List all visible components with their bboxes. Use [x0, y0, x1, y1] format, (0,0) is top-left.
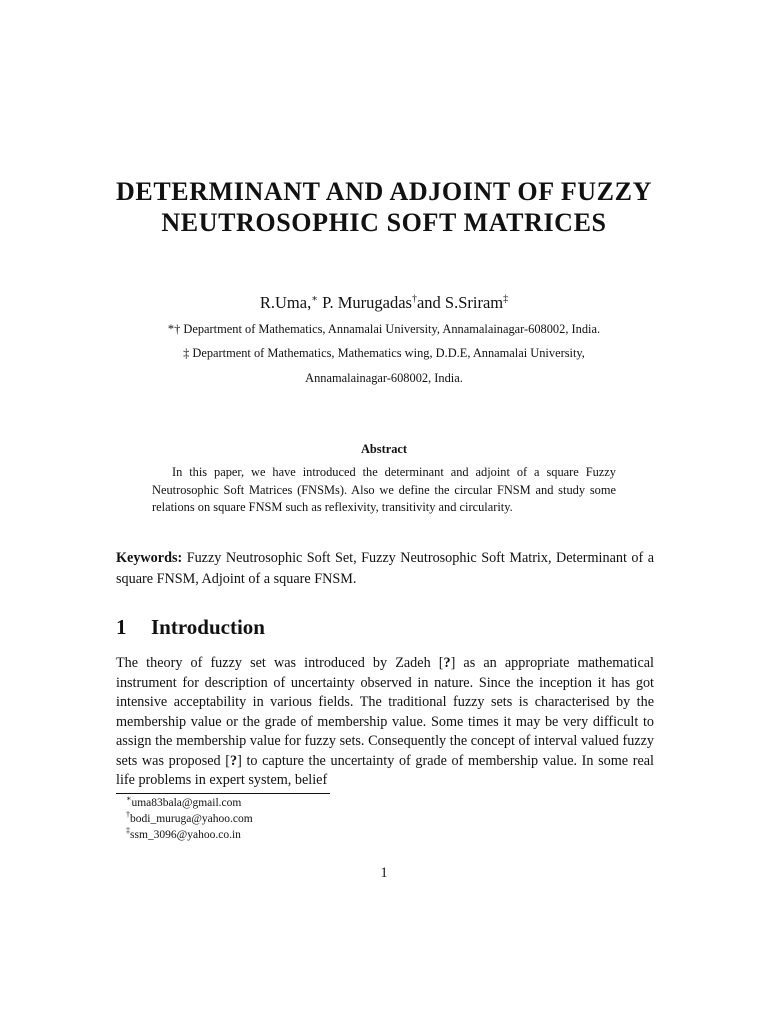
abstract-heading: Abstract	[360, 442, 408, 456]
keywords-text: Fuzzy Neutrosophic Soft Set, Fuzzy Neutrosophic Soft Matrix, Determinant of a square FNSM, Adjoint of a square FNSM.	[116, 550, 655, 587]
page-number: 1	[380, 865, 388, 881]
affiliation-line: *† Department of Mathematics, Annamalai University, Annamalainagar-608002, India.	[167, 322, 601, 336]
citation-link[interactable]: ?	[443, 655, 451, 671]
author-footnote-mark: ∗	[311, 293, 318, 305]
intro-text: ] as an appropriate mathematical instrument for description of uncertainty observed in nature. Since the inception it has got intensive acceptability in various fields. The traditional fuzzy sets is characterised by the membership value or the grade of membership value. Some times it may be very difficult to assign the membership value for fuzzy sets. Consequently the concept of interval valued fuzzy sets was proposed [	[116, 655, 654, 769]
footnote	[126, 812, 253, 827]
author-name: and S.Sriram	[416, 293, 504, 312]
footnote-mark: ‡	[126, 826, 130, 836]
intro-paragraph	[116, 654, 654, 792]
footnote-mark: ∗	[126, 794, 132, 804]
section-heading	[116, 614, 265, 640]
keywords-label: Keywords:	[116, 550, 183, 566]
footnote-email: ssm_3096@yahoo.co.in	[130, 829, 241, 841]
author-footnote-mark: ‡	[503, 293, 509, 305]
citation-link[interactable]: ?	[230, 752, 238, 769]
abstract-text: In this paper, we have introduced the determinant and adjoint of a square Fuzzy Neutrosophic Soft Matrices (FNSMs). Also we define the circular FNSM and study some relations on square FNSM such as reflexivity, transitivity and circularity.	[152, 465, 616, 514]
author-line	[84, 292, 684, 314]
footnote	[126, 796, 241, 811]
author-footnote-mark: †	[411, 293, 417, 305]
affiliation-line: ‡ Department of Mathematics, Mathematics wing, D.D.E, Annamalai University,	[183, 346, 585, 360]
footnote-email: uma83bala@gmail.com	[131, 797, 242, 809]
section-title: Introduction	[151, 615, 265, 639]
intro-text: The theory of fuzzy set was introduced by Zadeh [	[116, 655, 444, 671]
footnote	[126, 828, 241, 843]
paper-title: DETERMINANT AND ADJOINT OF FUZZY NEUTROSOPHIC SOFT MATRICES	[116, 177, 652, 237]
affiliation-line: Annamalainagar-608002, India.	[305, 371, 463, 385]
author-name: R.Uma,	[259, 293, 312, 312]
footnote-email: bodi_muruga@yahoo.com	[130, 813, 253, 825]
footnote-rule	[116, 793, 330, 794]
intro-text: ] to capture the uncertainty of grade of membership value. In some real life problems in expert system, belief	[116, 752, 654, 788]
author-name: P. Murugadas	[318, 293, 412, 312]
section-number: 1	[116, 615, 127, 639]
footnote-mark: †	[126, 810, 130, 820]
keywords-paragraph	[116, 548, 654, 590]
